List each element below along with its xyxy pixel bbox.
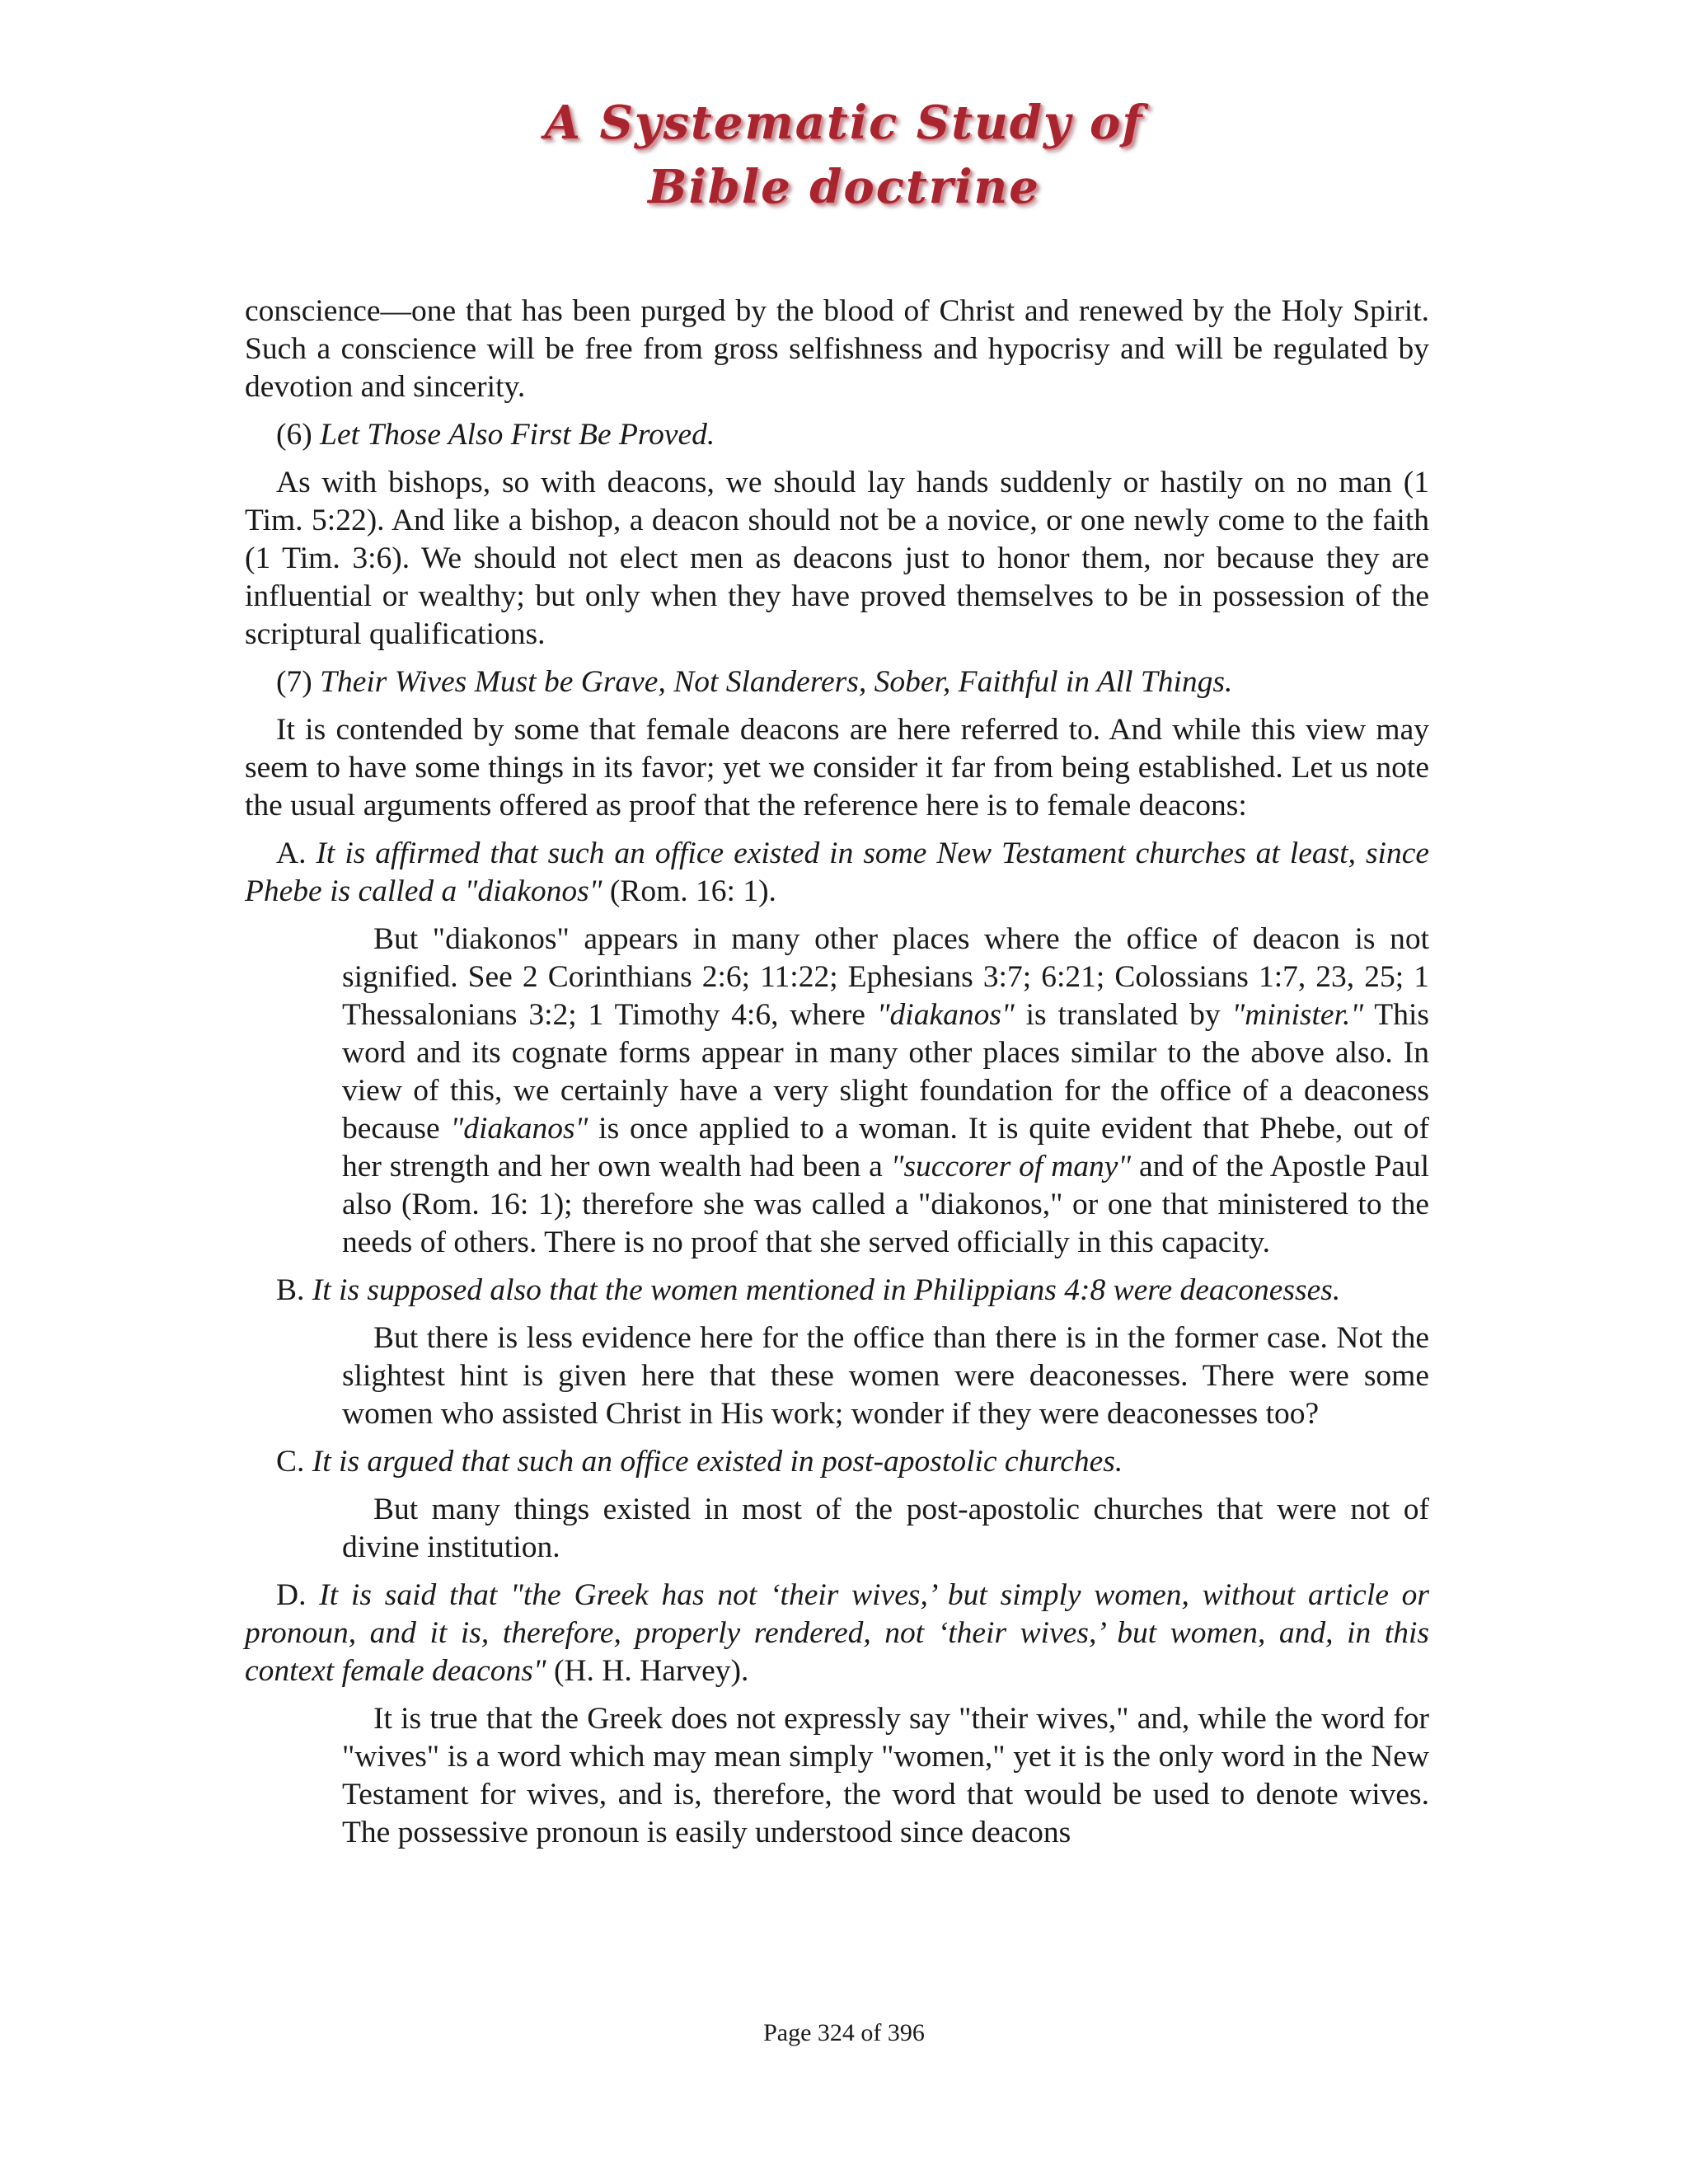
section-heading-6: (6) Let Those Also First Be Proved. [276, 418, 715, 452]
body-text [245, 293, 1429, 1862]
argument-b-response: But there is less evidence here for the office than there is in the former case. Not the slightest hint is given here that these women were deaconesses. There were some women who assisted Christ in His work; wonder if they were deaconesses too? [342, 1321, 1429, 1431]
header-title-line2: Bible doctrine [648, 160, 1040, 214]
section-heading-7: (7) Their Wives Must be Grave, Not Slanderers, Sober, Faithful in All Things. [276, 665, 1233, 699]
argument-c: C. It is argued that such an office existed in post-apostolic churches. [276, 1445, 1123, 1479]
header-title-line1: A Systematic Study of [544, 96, 1144, 150]
argument-c-response: But many things existed in most of the post-apostolic churches that were not of divine institution. [342, 1493, 1429, 1564]
argument-b: B. It is supposed also that the women mentioned in Philippians 4:8 were deaconesses. [276, 1273, 1341, 1307]
paragraph: It is contended by some that female deacons are here referred to. And while this view may seem to have some things in its favor; yet we consider it far from being established. Let us note the usual arguments offered as proof that the reference here is to female deacons: [245, 713, 1429, 823]
argument-a-response: But "diakonos" appears in many other places where the office of deacon is not signified. See 2 Corinthians 2:6; 11:22; Ephesians 3:7; 6:21; Colossians 1:7, 23, 25; 1 Thessalonians 3:2; 1 Timothy 4:6, where "diakanos" is translated by "minister." This word and its cognate forms appear in many other places similar to the above also. In view of this, we certainly have a very slight foundation for the office of a deaconess because "diakanos" is once applied to a woman. It is quite evident that Phebe, out of her strength and her own wealth had been a "succorer of many" and of the Apostle Paul also (Rom. 16: 1); therefore she was called a "diakonos," or one that ministered to the needs of others. There is no proof that she served officially in this capacity. [342, 922, 1430, 1259]
page-number: Page 324 of 396 [763, 2019, 925, 2046]
argument-a: A. It is affirmed that such an office existed in some New Testament churches at least, since Phebe is called a "diakonos" (Rom. 16: 1). [245, 837, 1429, 908]
argument-d-response: It is true that the Greek does not expressly say "their wives," and, while the word for "wives" is a word which may mean simply "women," yet it is the only word in the New Testament for wives, and is, therefore, the word that would be used to denote wives. The possessive pronoun is easily understood since deacons [342, 1702, 1429, 1849]
paragraph: As with bishops, so with deacons, we should lay hands suddenly or hastily on no man (1 Tim. 5:22). And like a bishop, a deacon should not be a novice, or one newly come to the faith (1 Tim. 3:6). We should not elect men as deacons just to honor them, nor because they are influential or wealthy; but only when they have proved themselves to be in possession of the scriptural qualifications. [245, 466, 1429, 651]
argument-d: D. It is said that "the Greek has not ‘their wives,’ but simply women, without article or pronoun, and it is, therefore, properly rendered, not ‘their wives,’ but women, and, in this context female deacons" (H. H. Harvey). [245, 1578, 1430, 1688]
paragraph: conscience—one that has been purged by the blood of Christ and renewed by the Holy Spirit. Such a conscience will be free from gross selfishness and hypocrisy and will be regulated by devotion and sincerity. [245, 294, 1429, 404]
header-logo [0, 91, 1688, 219]
